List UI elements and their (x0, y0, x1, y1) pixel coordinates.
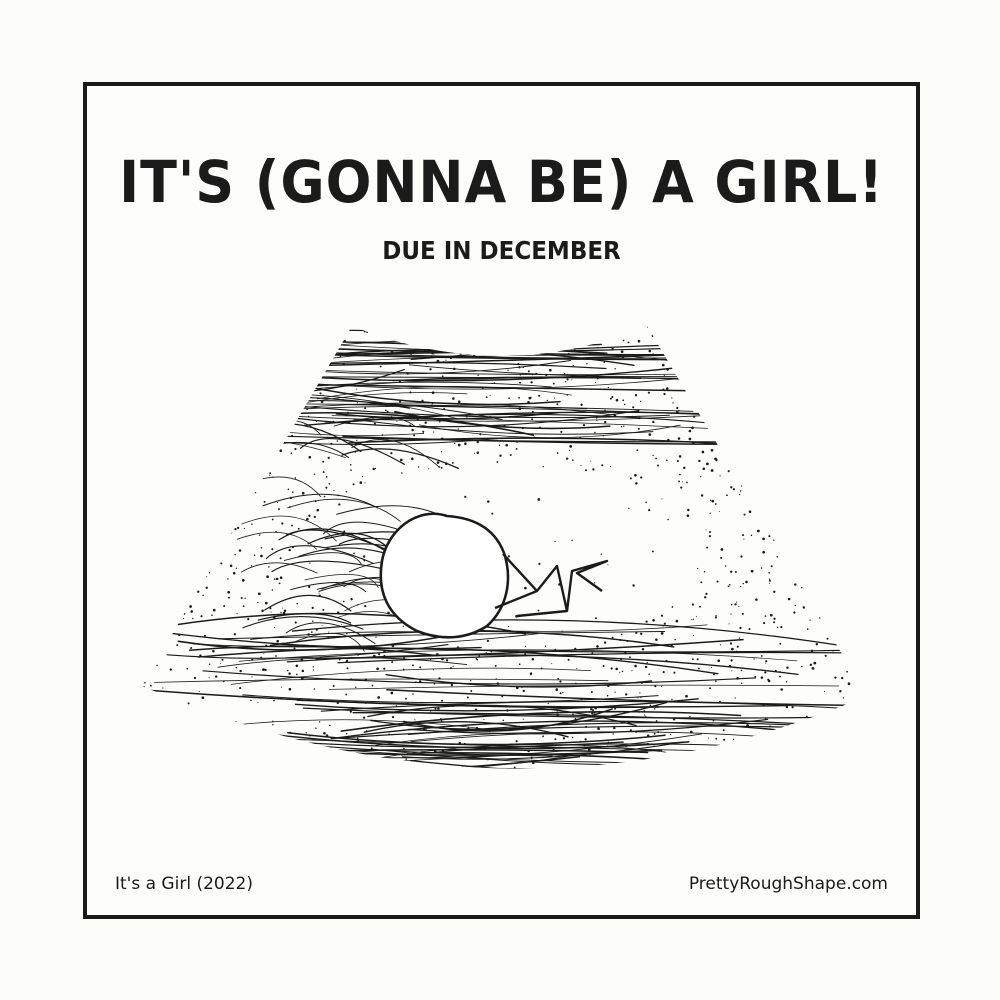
comic-panel (83, 82, 920, 919)
ultrasound-illustration (87, 86, 916, 915)
comic-subtitle: DUE IN DECEMBER (382, 236, 621, 265)
fetus-head-shape (381, 514, 508, 638)
fetus-body-shape (495, 554, 607, 616)
ultrasound-texture (126, 315, 916, 838)
website-credit: PrettyRoughShape.com (688, 874, 888, 894)
comic-caption: It's a Girl (2022) (115, 874, 253, 894)
comic-title: IT'S (GONNA BE) A GIRL! (119, 148, 884, 216)
